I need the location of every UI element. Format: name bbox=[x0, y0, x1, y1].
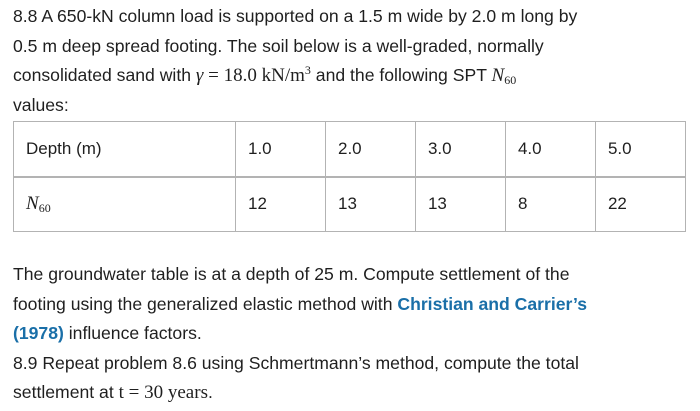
continuation-line-1: The groundwater table is at a depth of 25 m. Compute settlement of the bbox=[13, 264, 570, 284]
t-symbol: t bbox=[118, 382, 124, 404]
n-letter: N bbox=[491, 65, 505, 87]
time-expression bbox=[119, 382, 208, 403]
depth-header-cell: Depth (m) bbox=[14, 122, 236, 177]
continuation-line-2-text: footing using the generalized elastic method with bbox=[13, 293, 398, 314]
depth-cell: 1.0 bbox=[236, 122, 326, 177]
christian-carrier-year-link[interactable]: (1978) bbox=[13, 323, 64, 344]
n60-value-cell: 8 bbox=[505, 177, 595, 232]
problem-8-8-line-1: 8.8 A 650-kN column load is supported on a 1.5 m wide by 2.0 m long by bbox=[13, 6, 578, 26]
n-letter: N bbox=[26, 193, 39, 215]
unit-exponent: 3 bbox=[304, 63, 311, 78]
problem-8-9-line-2-text: settlement at bbox=[13, 382, 119, 403]
n60-header-cell bbox=[14, 177, 236, 232]
n60-value-cell: 12 bbox=[236, 177, 326, 232]
n60-value-cell: 22 bbox=[595, 177, 685, 232]
problem-8-8-line-4: values: bbox=[13, 94, 69, 115]
depth-cell: 4.0 bbox=[505, 122, 595, 177]
equals-sign: = bbox=[123, 382, 145, 404]
continuation-line-2 bbox=[13, 290, 693, 320]
time-value: 30 years bbox=[144, 382, 208, 404]
problem-8-9-line-2 bbox=[13, 378, 693, 408]
problem-8-8-text bbox=[13, 2, 693, 120]
n-subscript: 60 bbox=[504, 73, 517, 88]
period: . bbox=[207, 382, 213, 403]
depth-cell: 3.0 bbox=[415, 122, 505, 177]
n60-value-cell: 13 bbox=[415, 177, 505, 232]
continuation-line-3-text: influence factors. bbox=[63, 323, 202, 344]
line-3-text: consolidated sand with bbox=[13, 65, 192, 86]
n60-value-cell: 13 bbox=[325, 177, 415, 232]
depth-cell: 2.0 bbox=[325, 122, 415, 177]
unit-weight-expression bbox=[196, 65, 311, 86]
line-3-continuation: and the following SPT bbox=[310, 65, 487, 86]
problem-8-9-line-1: 8.9 Repeat problem 8.6 using Schmertmann’s method, compute the total bbox=[13, 352, 579, 373]
gamma-symbol: γ bbox=[195, 65, 204, 87]
continuation-text bbox=[13, 260, 693, 408]
depth-cell: 5.0 bbox=[595, 122, 685, 177]
n60-row bbox=[14, 177, 686, 232]
n60-symbol bbox=[492, 65, 517, 86]
equals-sign: = bbox=[203, 65, 224, 87]
continuation-line-3 bbox=[13, 319, 693, 349]
n-subscript: 60 bbox=[38, 201, 51, 216]
spt-values-table bbox=[13, 121, 686, 232]
unit-weight-value: 18.0 kN/m bbox=[223, 65, 305, 87]
depth-row bbox=[14, 122, 686, 177]
christian-carrier-link[interactable]: Christian and Carrier’s bbox=[397, 293, 588, 314]
problem-8-8-line-2: 0.5 m deep spread footing. The soil below is a well-graded, normally bbox=[13, 35, 544, 56]
problem-8-8-line-3 bbox=[13, 61, 693, 91]
